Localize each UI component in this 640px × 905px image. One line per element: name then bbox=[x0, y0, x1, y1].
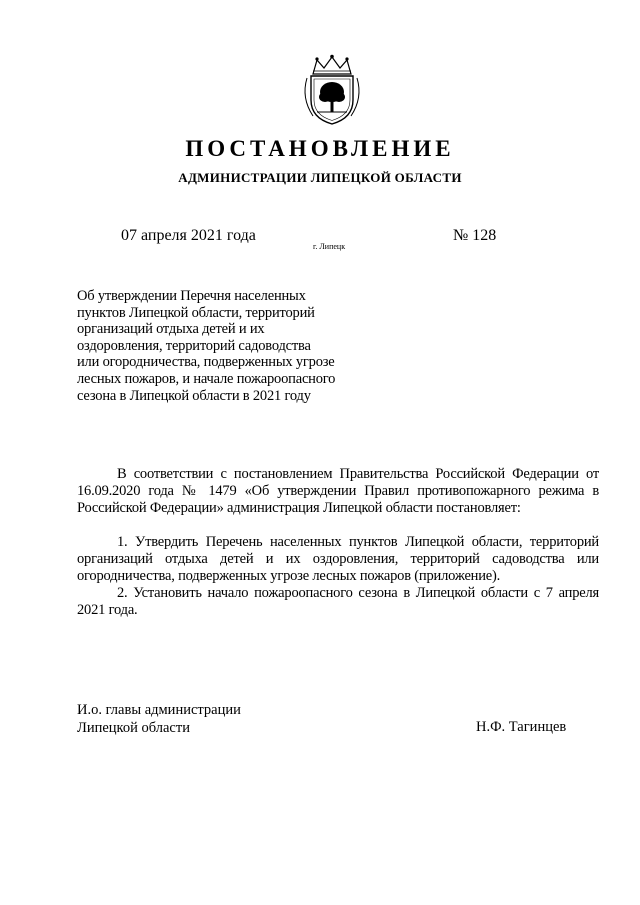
document-place: г. Липецк bbox=[313, 242, 346, 251]
resolution-item-2: 2. Установить начало пожароопасного сезона в Липецкой области с 7 апреля 2021 года. bbox=[77, 585, 599, 618]
subject-line: пунктов Липецкой области, территорий bbox=[77, 304, 315, 321]
document-title: ПОСТАНОВЛЕНИЕ bbox=[185, 136, 455, 161]
resolution-item-1: 1. Утвердить Перечень населенных пунктов Липецкой области, территорий организаций отдыха детей и их оздоровления, территорий садоводства или огородничества, подверженных угрозе лесных пожаров (приложение). bbox=[77, 534, 599, 584]
document-date: 07 апреля 2021 года bbox=[121, 227, 256, 244]
signatory-name: Н.Ф. Тагинцев bbox=[476, 719, 567, 735]
subject-line: Об утверждении Перечня населенных bbox=[77, 288, 306, 304]
subject-line: сезона в Липецкой области в 2021 году bbox=[77, 387, 311, 404]
preamble-paragraph: В соответствии с постановлением Правительства Российской Федерации от 16.09.2020 года № 1479 «Об утверждении Правил противопожарного режима в Российской Федерации» администрация Липецкой области постановляет: bbox=[77, 466, 599, 516]
subject-line: организаций отдыха детей и их bbox=[77, 321, 265, 338]
document-number: № 128 bbox=[453, 227, 497, 244]
lipetsk-coat-of-arms-icon bbox=[299, 54, 365, 126]
issuing-authority: АДМИНИСТРАЦИИ ЛИПЕЦКОЙ ОБЛАСТИ bbox=[178, 170, 462, 185]
position-line-2: Липецкой области bbox=[77, 719, 190, 736]
subject-line: оздоровления, территорий садоводства bbox=[77, 337, 311, 354]
subject-line: или огородничества, подверженных угрозе bbox=[77, 354, 335, 371]
position-line-1: И.о. главы администрации bbox=[77, 702, 241, 718]
document-subject bbox=[77, 288, 377, 404]
signatory-position bbox=[77, 702, 241, 737]
subject-line: лесных пожаров, и начале пожароопасного bbox=[77, 370, 336, 387]
document-body bbox=[77, 466, 599, 619]
